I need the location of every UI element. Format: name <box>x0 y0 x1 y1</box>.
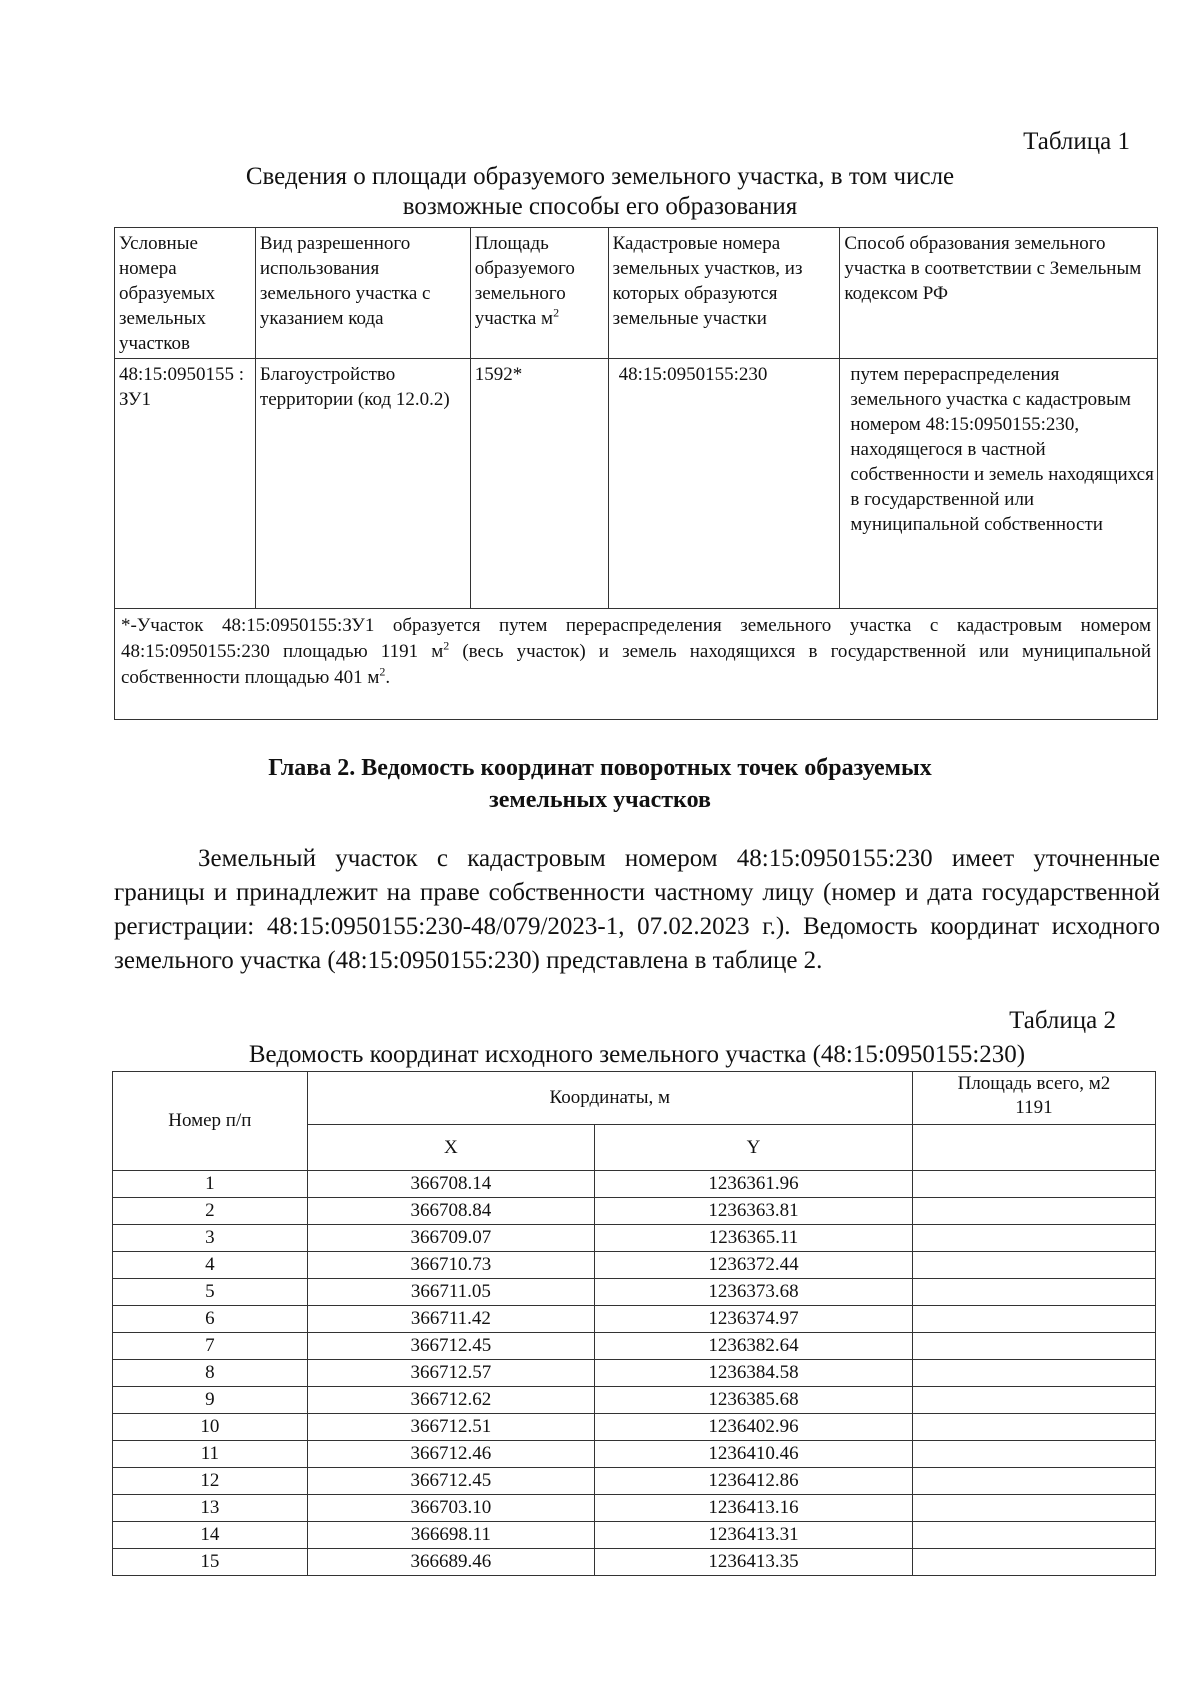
table2-cell-y: 1236374.97 <box>595 1306 913 1333</box>
table2-cell-area <box>912 1360 1155 1387</box>
table2-cell-y: 1236365.11 <box>595 1225 913 1252</box>
table2-cell-area <box>912 1171 1155 1198</box>
table2-cell-area <box>912 1468 1155 1495</box>
chapter2-paragraph <box>114 842 1160 978</box>
table2-cell-number: 3 <box>113 1225 308 1252</box>
table2-cell-number: 1 <box>113 1171 308 1198</box>
table2-row <box>113 1252 1156 1279</box>
table2-cell-number: 8 <box>113 1360 308 1387</box>
table2-cell-area <box>912 1279 1155 1306</box>
table1-note-sup2: 2 <box>379 664 386 679</box>
table2-cell-y: 1236413.16 <box>595 1495 913 1522</box>
table1-title-line1: Сведения о площади образуемого земельного участка, в том числе <box>245 163 955 190</box>
chapter2-heading <box>150 752 1050 816</box>
table2-cell-x: 366712.62 <box>307 1387 594 1414</box>
table2-cell-x: 366712.46 <box>307 1441 594 1468</box>
table2-header-y: Y <box>595 1125 913 1171</box>
table2-cell-area <box>912 1441 1155 1468</box>
table1 <box>114 227 1158 720</box>
table2-caption: Таблица 2 <box>1009 1007 1116 1034</box>
table2-header-area <box>912 1072 1155 1125</box>
table1-cell-use: Благоустройство территории (код 12.0.2) <box>255 359 470 609</box>
table1-note-sup1: 2 <box>443 638 450 653</box>
table1-title-line2: возможные способы его образования <box>402 193 798 220</box>
table2-cell-x: 366709.07 <box>307 1225 594 1252</box>
table1-header-method: Способ образования земельного участка в соответствии с Земельным кодексом РФ <box>840 228 1158 359</box>
table1-note <box>115 609 1158 720</box>
table2-cell-y: 1236382.64 <box>595 1333 913 1360</box>
table1-cell-method: путем перераспределения земельного участка с кадастровым номером 48:15:0950155:230, находящегося в частной собственности и земель находящихся в государственной или муниципальной собственности <box>840 359 1158 609</box>
table2-cell-number: 11 <box>113 1441 308 1468</box>
table2-cell-x: 366712.45 <box>307 1468 594 1495</box>
table2-cell-x: 366712.45 <box>307 1333 594 1360</box>
table2-cell-y: 1236384.58 <box>595 1360 913 1387</box>
table2-row <box>113 1441 1156 1468</box>
table2 <box>112 1071 1156 1576</box>
table2-cell-x: 366698.11 <box>307 1522 594 1549</box>
table2-cell-number: 7 <box>113 1333 308 1360</box>
table2-row <box>113 1495 1156 1522</box>
table1-cell-number: 48:15:0950155 :ЗУ1 <box>115 359 256 609</box>
table2-cell-area <box>912 1549 1155 1576</box>
table2-cell-y: 1236363.81 <box>595 1198 913 1225</box>
table1-header-row <box>115 228 1158 359</box>
table1-note-row <box>115 609 1158 720</box>
table2-header-coords: Координаты, м <box>307 1072 912 1125</box>
table1-header-area <box>470 228 608 359</box>
table2-cell-number: 12 <box>113 1468 308 1495</box>
table1-note-part1: *-Участок 48:15:0950155:ЗУ1 образуется путем перераспределения земельного участка с кадастровым номером 48:15:0950155:230 площадью 1191 м <box>121 615 1151 662</box>
table2-cell-number: 6 <box>113 1306 308 1333</box>
table2-row <box>113 1306 1156 1333</box>
table2-cell-number: 9 <box>113 1387 308 1414</box>
table2-row <box>113 1549 1156 1576</box>
table1-header-use: Вид разрешенного использования земельного участка с указанием кода <box>255 228 470 359</box>
table2-cell-area <box>912 1252 1155 1279</box>
table2-cell-area <box>912 1495 1155 1522</box>
table2-cell-y: 1236402.96 <box>595 1414 913 1441</box>
table2-cell-x: 366711.05 <box>307 1279 594 1306</box>
table2-header-x: X <box>307 1125 594 1171</box>
table2-row <box>113 1279 1156 1306</box>
table2-title: Ведомость координат исходного земельного участка (48:15:0950155:230) <box>248 1041 1026 1068</box>
table2-row <box>113 1468 1156 1495</box>
table2-cell-y: 1236372.44 <box>595 1252 913 1279</box>
table2-cell-y: 1236412.86 <box>595 1468 913 1495</box>
table2-row <box>113 1522 1156 1549</box>
table2-cell-number: 13 <box>113 1495 308 1522</box>
table2-cell-area <box>912 1387 1155 1414</box>
table2-cell-x: 366703.10 <box>307 1495 594 1522</box>
table2-cell-number: 4 <box>113 1252 308 1279</box>
table2-cell-number: 10 <box>113 1414 308 1441</box>
table1-cell-cadastral: 48:15:0950155:230 <box>608 359 840 609</box>
table2-cell-y: 1236385.68 <box>595 1387 913 1414</box>
table2-cell-number: 5 <box>113 1279 308 1306</box>
table2-row <box>113 1171 1156 1198</box>
table1-caption: Таблица 1 <box>1023 128 1130 155</box>
table2-header-number: Номер п/п <box>113 1072 308 1171</box>
table2-cell-x: 366711.42 <box>307 1306 594 1333</box>
table2-row <box>113 1225 1156 1252</box>
table2-cell-x: 366708.84 <box>307 1198 594 1225</box>
table2-header-area-label: Площадь всего, м2 <box>957 1073 1111 1094</box>
table2-cell-y: 1236361.96 <box>595 1171 913 1198</box>
table2-cell-area <box>912 1225 1155 1252</box>
table1-title <box>150 162 1050 222</box>
table2-cell-y: 1236413.35 <box>595 1549 913 1576</box>
table2-cell-area <box>912 1522 1155 1549</box>
table2-cell-y: 1236373.68 <box>595 1279 913 1306</box>
table1-header-area-text: Площадь образуемого земельного участка м <box>474 233 575 329</box>
chapter2-heading-line1: Глава 2. Ведомость координат поворотных точек образуемых <box>268 755 932 781</box>
table2-body <box>113 1171 1156 1576</box>
table1-note-part2: (весь участок) и земель находящихся в государственной или муниципальной собственности площадью 401 м <box>121 641 1151 688</box>
table2-cell-y: 1236410.46 <box>595 1441 913 1468</box>
table2-cell-x: 366689.46 <box>307 1549 594 1576</box>
table1-data-row <box>115 359 1158 609</box>
table2-row <box>113 1333 1156 1360</box>
table2-cell-number: 14 <box>113 1522 308 1549</box>
chapter2-heading-line2: земельных участков <box>489 787 711 813</box>
table1-header-cadastral: Кадастровые номера земельных участков, из которых образуются земельные участки <box>608 228 840 359</box>
table2-cell-area <box>912 1306 1155 1333</box>
table2-header-area-value: 1191 <box>1015 1097 1053 1118</box>
table2-row <box>113 1198 1156 1225</box>
table2-cell-x: 366712.51 <box>307 1414 594 1441</box>
table1-header-number: Условные номера образуемых земельных участков <box>115 228 256 359</box>
table2-row <box>113 1387 1156 1414</box>
table2-cell-y: 1236413.31 <box>595 1522 913 1549</box>
table2-cell-area <box>912 1414 1155 1441</box>
table2-header-row1 <box>113 1072 1156 1125</box>
table2-cell-x: 366710.73 <box>307 1252 594 1279</box>
chapter2-paragraph-text: Земельный участок с кадастровым номером 48:15:0950155:230 имеет уточненные границы и принадлежит на праве собственности частному лицу (номер и дата государственной регистрации: 48:15:0950155:230-48/079/2023-1, 07.02.2023 г.). Ведомость координат исходного земельного участка (48:15:0950155:230) представлена в таблице 2. <box>114 845 1160 974</box>
table1-note-part3: . <box>385 667 391 688</box>
table2-header-empty <box>912 1125 1155 1171</box>
table2-cell-x: 366708.14 <box>307 1171 594 1198</box>
table2-row <box>113 1360 1156 1387</box>
table2-cell-number: 2 <box>113 1198 308 1225</box>
table2-row <box>113 1414 1156 1441</box>
table2-cell-number: 15 <box>113 1549 308 1576</box>
table2-cell-x: 366712.57 <box>307 1360 594 1387</box>
table1-header-area-sup: 2 <box>553 305 560 320</box>
table2-cell-area <box>912 1198 1155 1225</box>
table2-cell-area <box>912 1333 1155 1360</box>
table1-cell-area: 1592* <box>470 359 608 609</box>
